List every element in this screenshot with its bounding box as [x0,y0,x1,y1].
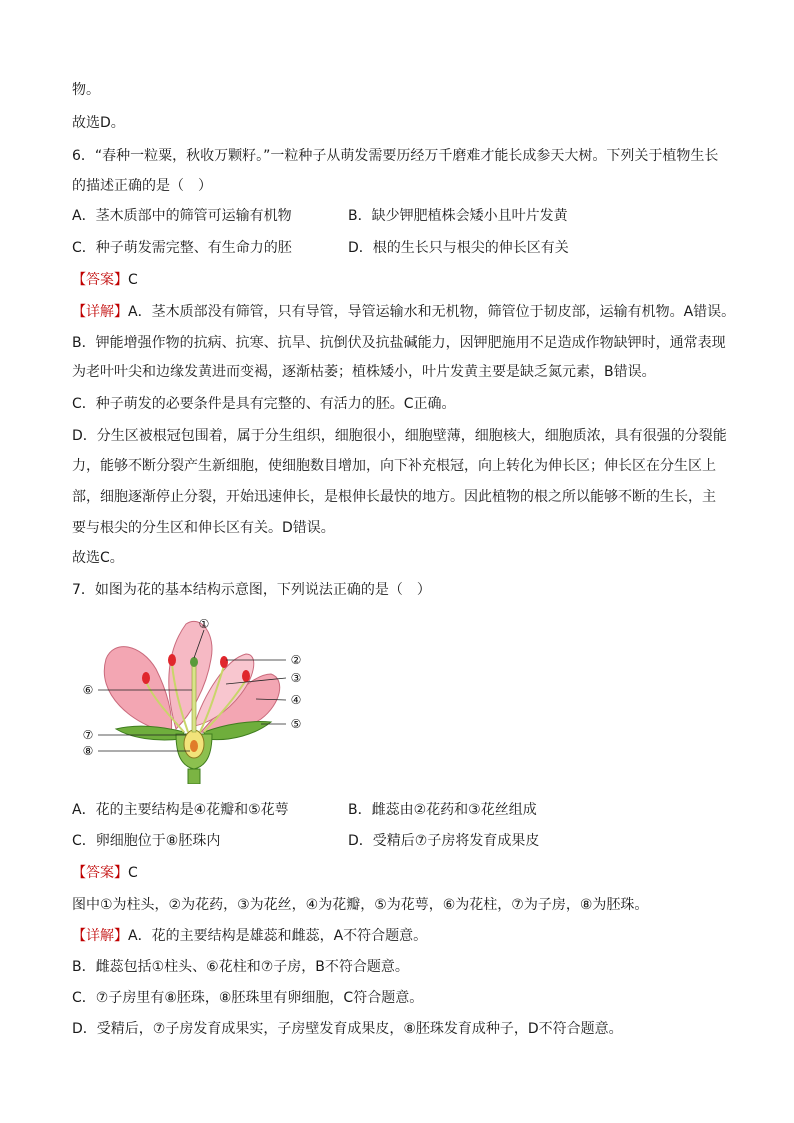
q6-detail-b: 为老叶叶尖和边缘发黄进而变褐，逐渐枯萎；植株矮小，叶片发黄主要是缺乏氮元素，B错误。 [72,364,656,380]
text-line: 物。 [72,82,100,98]
q7-answer [72,863,138,883]
q6-detail-d: D．分生区被根冠包围着，属于分生组织，细胞很小，细胞壁薄，细胞核大，细胞质浓，具有很强的分裂能 [72,428,727,444]
q7-detail-d: D．受精后，⑦子房发育成果实，子房壁发育成果皮，⑧胚珠发育成种子，D不符合题意。 [72,1021,623,1037]
q7-detail-a [72,926,427,946]
q7-option-b: B．雌蕊由②花药和③花丝组成 [348,802,537,818]
question-6-stem: 的描述正确的是（ ） [72,178,212,194]
q6-detail-b: B．钾能增强作物的抗病、抗寒、抗旱、抗倒伏及抗盐碱能力，因钾肥施用不足造成作物缺钾时，通常表现 [72,335,726,351]
q6-option-c: C．种子萌发需完整、有生命力的胚 [72,240,292,256]
label-8: ⑧ [82,744,94,758]
detail-text: A．花的主要结构是雄蕊和雌蕊，A不符合题意。 [128,928,428,944]
q7-option-d: D．受精后⑦子房将发育成果皮 [348,833,540,849]
detail-tag: 【详解】 [72,304,128,320]
anther [220,656,228,668]
flower-stem [188,769,200,784]
ovule [190,740,198,752]
q6-detail-d: 要与根尖的分生区和伸长区有关。D错误。 [72,520,335,536]
q6-detail-d: 力，能够不断分裂产生新细胞，使细胞数目增加，向下补充根冠，向上转化为伸长区；伸长区在分生区上 [72,458,716,474]
label-1: ① [198,617,210,631]
text-line: 故选D。 [72,115,125,131]
label-6: ⑥ [82,683,94,697]
q7-detail-c: C．⑦子房里有⑧胚珠，⑧胚珠里有卵细胞，C符合题意。 [72,990,424,1006]
detail-tag: 【详解】 [72,928,128,944]
label-2: ② [290,653,302,667]
answer-value: C [128,272,138,288]
flower-structure-figure [76,614,316,784]
q6-detail-a [72,302,735,322]
style [192,664,196,732]
sepal-left [116,726,184,740]
q6-conclusion: 故选C。 [72,550,124,566]
detail-text: A．茎木质部没有筛管，只有导管，导管运输水和无机物，筛管位于韧皮部，运输有机物。A错误。 [128,304,736,320]
q6-option-a: A．茎木质部中的筛管可运输有机物 [72,208,292,224]
label-3: ③ [290,671,302,685]
q7-figure-note: 图中①为柱头，②为花药，③为花丝，④为花瓣，⑤为花萼，⑥为花柱，⑦为子房，⑧为胚珠。 [72,897,649,913]
stigma [190,657,198,667]
anther [168,654,176,666]
q6-detail-d: 部，细胞逐渐停止分裂，开始迅速伸长，是根伸长最快的地方。因此植物的根之所以能够不断的生长，主 [72,489,716,505]
q6-detail-c: C．种子萌发的必要条件是具有完整的、有活力的胚。C正确。 [72,396,456,412]
question-6-stem: 6．“春种一粒粟，秋收万颗籽。”一粒种子从萌发需要历经万千磨难才能长成参天大树。下列关于植物生长 [72,148,719,164]
anther [142,672,150,684]
answer-value: C [128,865,138,881]
q6-option-b: B．缺少钾肥植株会矮小且叶片发黄 [348,208,568,224]
q6-answer [72,270,138,290]
question-7-stem: 7．如图为花的基本结构示意图，下列说法正确的是（ ） [72,582,431,598]
q7-option-c: C．卵细胞位于⑧胚珠内 [72,833,221,849]
q7-detail-b: B．雌蕊包括①柱头、⑥花柱和⑦子房，B不符合题意。 [72,959,409,975]
q7-option-a: A．花的主要结构是④花瓣和⑤花萼 [72,802,289,818]
answer-tag: 【答案】 [72,272,128,288]
q6-option-d: D．根的生长只与根尖的伸长区有关 [348,240,569,256]
label-4: ④ [290,693,302,707]
label-5: ⑤ [290,717,302,731]
answer-tag: 【答案】 [72,865,128,881]
label-7: ⑦ [82,728,94,742]
anther [242,670,250,682]
